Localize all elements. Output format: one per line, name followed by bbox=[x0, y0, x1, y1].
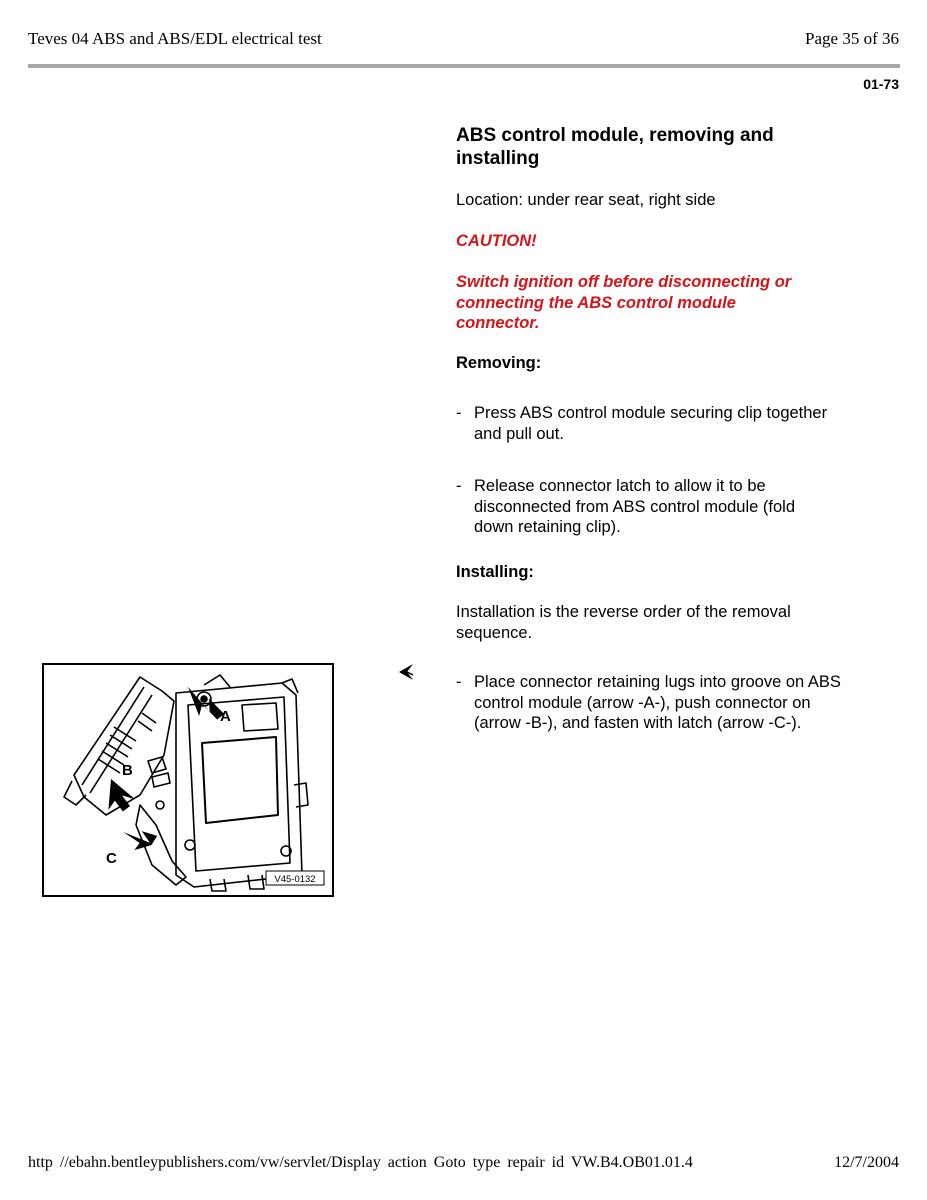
step-bullet: - bbox=[456, 477, 462, 495]
module-panel bbox=[202, 737, 278, 823]
section-code: 01-73 bbox=[863, 76, 899, 92]
step-line: Press ABS control module securing clip together bbox=[474, 404, 828, 422]
footer-url: http //ebahn.bentleypublishers.com/vw/servlet/Display action Goto type repair id VW.B4.OB01.01.4 bbox=[28, 1154, 693, 1171]
label-c: C bbox=[106, 850, 117, 867]
step-line: disconnected from ABS control module (fold bbox=[474, 497, 796, 516]
module-bolt bbox=[201, 696, 207, 702]
installing-heading: Installing: bbox=[456, 563, 534, 581]
section-heading bbox=[456, 124, 901, 170]
figure-code: V45-0132 bbox=[274, 874, 316, 885]
installation-note bbox=[456, 602, 901, 643]
note-line: Installation is the reverse order of the removal bbox=[456, 603, 791, 621]
module-drawing bbox=[44, 665, 332, 895]
step-line: Place connector retaining lugs into groove on ABS bbox=[474, 673, 841, 691]
step-bullet: - bbox=[456, 673, 462, 691]
step-bullet: - bbox=[456, 404, 462, 422]
removing-step bbox=[456, 476, 896, 538]
warning-line: Switch ignition off before disconnecting or bbox=[456, 273, 792, 291]
module-panel-top bbox=[242, 703, 278, 731]
module-bolt bbox=[185, 840, 195, 850]
page-number: Page 35 of 36 bbox=[805, 29, 899, 48]
warning-line: connector. bbox=[456, 314, 540, 332]
location-text: Location: under rear seat, right side bbox=[456, 191, 716, 209]
step-text bbox=[474, 476, 896, 538]
step-text bbox=[474, 403, 896, 444]
step-line: Release connector latch to allow it to be bbox=[474, 477, 766, 495]
heading-line: ABS control module, removing and bbox=[456, 125, 774, 146]
connector-pins bbox=[148, 757, 170, 787]
abs-module-illustration bbox=[42, 663, 334, 897]
heading-line: installing bbox=[456, 148, 540, 169]
label-b: B bbox=[122, 762, 133, 779]
header-divider bbox=[28, 64, 900, 68]
module-bolt bbox=[156, 801, 164, 809]
removing-step bbox=[456, 403, 896, 444]
caution-warning bbox=[456, 272, 901, 334]
step-line: control module (arrow -A-), push connector on bbox=[474, 693, 811, 712]
arrow-b bbox=[103, 776, 136, 814]
step-line: and pull out. bbox=[474, 424, 564, 443]
footer-date: 12/7/2004 bbox=[834, 1154, 899, 1171]
caution-label: CAUTION! bbox=[456, 232, 537, 250]
step-text bbox=[474, 672, 896, 734]
installing-step bbox=[456, 672, 896, 734]
warning-line: connecting the ABS control module bbox=[456, 293, 736, 312]
figure-pointer-icon bbox=[398, 662, 416, 682]
step-line: (arrow -B-), and fasten with latch (arrow -C-). bbox=[474, 714, 802, 732]
step-line: down retaining clip). bbox=[474, 518, 621, 536]
label-a: A bbox=[220, 708, 231, 725]
document-title: Teves 04 ABS and ABS/EDL electrical test bbox=[28, 29, 322, 48]
note-line: sequence. bbox=[456, 623, 533, 642]
removing-heading: Removing: bbox=[456, 354, 542, 372]
